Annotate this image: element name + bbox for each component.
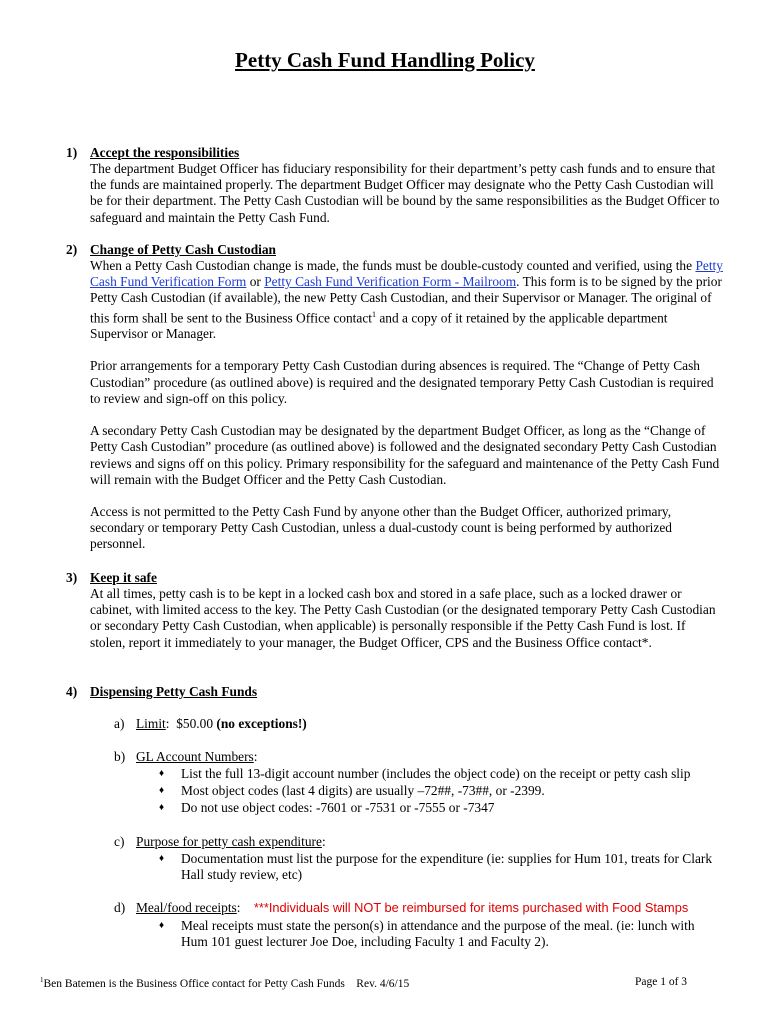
item-label: b) xyxy=(114,749,126,764)
colon: : xyxy=(165,716,170,731)
text-run: When a Petty Cash Custodian change is made, the funds must be double-custody counted and verified, using the xyxy=(90,258,693,273)
colon: : xyxy=(321,834,326,849)
item-title: Meal/food receipts xyxy=(136,900,237,915)
diamond-bullet-icon: ♦ xyxy=(159,785,165,796)
section-4 xyxy=(66,684,726,702)
text-run: or xyxy=(246,274,265,290)
item-meal-receipts xyxy=(114,900,724,918)
paragraph: Prior arrangements for a temporary Petty Cash Custodian during absences is required. The “Change of Petty Cash Custodian” procedure (as outlined above) is required and the designated temporary Petty Cash Custodian is required to review and sign-off on this policy. xyxy=(90,358,714,406)
text-run: and a copy of it retained by the applicable department Supervisor or Manager. xyxy=(90,310,668,342)
footnote-marker: 1 xyxy=(40,976,44,984)
section-body xyxy=(90,258,723,553)
footnote-text: Ben Batemen is the Business Office contact for Petty Cash Funds Rev. 4/6/15 xyxy=(43,977,410,990)
item-text xyxy=(136,749,258,765)
item-label: d) xyxy=(114,900,126,915)
limit-amount: $50.00 xyxy=(176,716,214,731)
section-number: 2) xyxy=(66,242,78,257)
text-run: . This form is to be signed by the prior Petty Cash Custodian (if available), the new Petty Cash Custodian, and their Supervisor or Manager. The original of this form shall be sent to the Business Office contact xyxy=(90,274,722,326)
item-limit xyxy=(114,716,724,734)
warning-text: ***Individuals will NOT be reimbursed for items purchased with Food Stamps xyxy=(253,900,689,915)
page-title: Petty Cash Fund Handling Policy xyxy=(235,48,535,72)
bullet-text: List the full 13-digit account number (includes the object code) on the receipt or petty cash slip xyxy=(181,766,691,781)
section-heading: Change of Petty Cash Custodian xyxy=(90,242,276,257)
item-label: c) xyxy=(114,834,125,849)
bullet-text: Most object codes (last 4 digits) are usually –72##, -73##, or -2399. xyxy=(181,783,545,798)
paragraph: At all times, petty cash is to be kept in a locked cash box and stored in a safe place, such as a locked drawer or cabinet, with limited access to the key. The Petty Cash Custodian (or the designated temporary Petty Cash Custodian or secondary Petty Cash Custodian, when applicable) is personally responsible if the Petty Cash Fund is lost. If stolen, report it immediately to your manager, the Budget Officer, CPS and the Business Office contact*. xyxy=(90,586,716,650)
page-number: Page 1 of 3 xyxy=(635,976,688,988)
footnote xyxy=(40,976,409,990)
section-2 xyxy=(66,242,726,562)
item-label: a) xyxy=(114,716,125,731)
verification-form-mailroom-link[interactable]: Petty Cash Fund Verification Form - Mailroom xyxy=(264,274,517,290)
item-text xyxy=(136,834,326,850)
bullet-text: Meal receipts must state the person(s) in attendance and the purpose of the meal. (ie: lunch with Hum 101 guest lecturer Joe Doe, including Faculty 1 and Faculty 2). xyxy=(181,918,695,950)
section-number: 3) xyxy=(66,570,78,585)
section-1 xyxy=(66,145,726,229)
diamond-bullet-icon: ♦ xyxy=(159,920,165,931)
item-title: Purpose for petty cash expenditure xyxy=(136,834,322,849)
item-gl-account xyxy=(114,749,724,767)
section-body xyxy=(90,161,723,226)
section-body xyxy=(90,586,723,651)
verification-form-link[interactable]: Petty Cash Fund Verification Form xyxy=(90,258,723,290)
limit-note: (no exceptions!) xyxy=(216,716,307,731)
section-3 xyxy=(66,570,726,670)
diamond-bullet-icon: ♦ xyxy=(159,768,165,779)
diamond-bullet-icon: ♦ xyxy=(159,802,165,813)
colon: : xyxy=(253,749,258,764)
section-heading: Accept the responsibilities xyxy=(90,145,240,160)
item-text xyxy=(136,900,688,916)
bullet-text: Do not use object codes: -7601 or -7531 or -7555 or -7347 xyxy=(181,800,495,815)
section-heading: Keep it safe xyxy=(90,570,157,585)
bullet-text: Documentation must list the purpose for the expenditure (ie: supplies for Hum 101, treats for Clark Hall study review, etc) xyxy=(181,851,713,883)
paragraph xyxy=(90,258,723,342)
section-heading: Dispensing Petty Cash Funds xyxy=(90,684,258,699)
item-text xyxy=(136,716,307,732)
section-number: 1) xyxy=(66,145,78,160)
paragraph: A secondary Petty Cash Custodian may be designated by the department Budget Officer, as long as the “Change of Petty Cash Custodian” procedure (as outlined above) is followed and the designated secondary Petty Cash Custodian reviews and signs off on this policy. Primary responsibility for the safeguard and maintenance of the Petty Cash Fund will remain with the Budget Officer and the Petty Cash Custodian. xyxy=(90,423,720,487)
paragraph: The department Budget Officer has fiduciary responsibility for their department’s petty cash funds and to ensure that the funds are maintained properly. The department Budget Officer may designate who the Petty Cash Custodian will be for their department. The Petty Cash Custodian will be bound by the same responsibilities as the Budget Officer to safeguard and maintain the Petty Cash Fund. xyxy=(90,161,720,225)
item-title: GL Account Numbers xyxy=(136,749,254,764)
diamond-bullet-icon: ♦ xyxy=(159,853,165,864)
footnote-ref: 1 xyxy=(372,309,377,319)
paragraph: Access is not permitted to the Petty Cash Fund by anyone other than the Budget Officer, authorized primary, secondary or temporary Petty Cash Custodian, unless a dual-custody count is being performed by authorized personnel. xyxy=(90,503,672,552)
item-title: Limit xyxy=(136,716,166,731)
section-number: 4) xyxy=(66,684,78,699)
colon: : xyxy=(236,900,241,915)
item-purpose xyxy=(114,834,724,852)
